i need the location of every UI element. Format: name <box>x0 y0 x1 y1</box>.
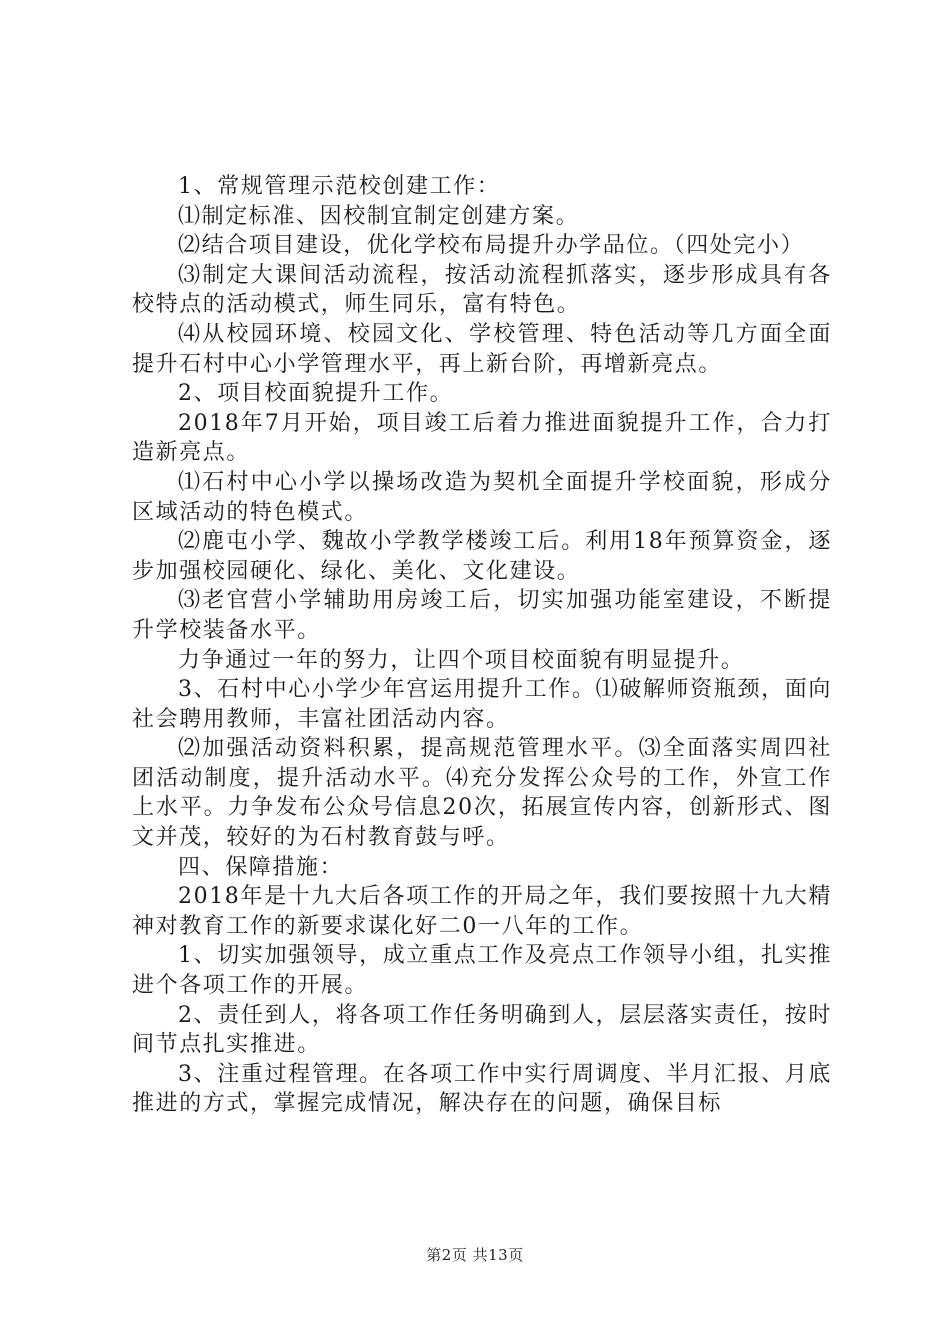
paragraph: ⑶制定大课间活动流程，按活动流程抓落实，逐步形成具有各校特点的活动模式，师生同乐，富有特色。 <box>132 262 832 318</box>
document-body <box>132 172 832 1119</box>
paragraph: ⑵加强活动资料积累，提高规范管理水平。⑶全面落实周四社团活动制度，提升活动水平。⑷充分发挥公众号的工作，外宣工作上水平。力争发布公众号信息20次，拓展宣传内容，创新形式、图文并茂，较好的为石村教育鼓与呼。 <box>132 736 832 851</box>
paragraph: 2018年是十九大后各项工作的开局之年，我们要按照十九大精神对教育工作的新要求谋化好二0一八年的工作。 <box>132 884 832 939</box>
paragraph: 2018年7月开始，项目竣工后着力推进面貌提升工作，合力打造新亮点。 <box>132 410 832 466</box>
paragraph: 3、石村中心小学少年宫运用提升工作。⑴破解师资瓶颈，面向社会聘用教师，丰富社团活动内容。 <box>132 677 832 732</box>
paragraph: 力争通过一年的努力，让四个项目校面貌有明显提升。 <box>178 647 745 673</box>
paragraph: 2、责任到人，将各项工作任务明确到人，层层落实责任，按时间节点扎实推进。 <box>132 1002 832 1058</box>
paragraph: 3、注重过程管理。在各项工作中实行周调度、半月汇报、月底推进的方式，掌握完成情况，解决存在的问题，确保目标 <box>132 1061 832 1117</box>
paragraph: 1、常规管理示范校创建工作： <box>178 174 501 199</box>
paragraph: 1、切实加强领导，成立重点工作及亮点工作领导小组，扎实推进个各项工作的开展。 <box>132 943 832 999</box>
page-number-footer: 第2页 共13页 <box>426 1246 524 1264</box>
paragraph: ⑶老官营小学辅助用房竣工后，切实加强功能室建设，不断提升学校装备水平。 <box>132 588 832 643</box>
section-heading: 四、保障措施： <box>178 854 344 880</box>
paragraph: ⑵鹿屯小学、魏故小学教学楼竣工后。利用18年预算资金，逐步加强校园硬化、绿化、美化、文化建设。 <box>132 529 832 584</box>
paragraph: ⑷从校园环境、校园文化、学校管理、特色活动等几方面全面提升石村中心小学管理水平，再上新台阶，再增新亮点。 <box>132 321 832 377</box>
paragraph: ⑴制定标准、因校制宜制定创建方案。 <box>178 203 580 229</box>
paragraph: 2、项目校面貌提升工作。 <box>178 381 454 407</box>
paragraph: ⑵结合项目建设，优化学校布局提升办学品位。（四处完小） <box>178 233 805 259</box>
paragraph: ⑴石村中心小学以操场改造为契机全面提升学校面貌，形成分区域活动的特色模式。 <box>132 469 832 525</box>
